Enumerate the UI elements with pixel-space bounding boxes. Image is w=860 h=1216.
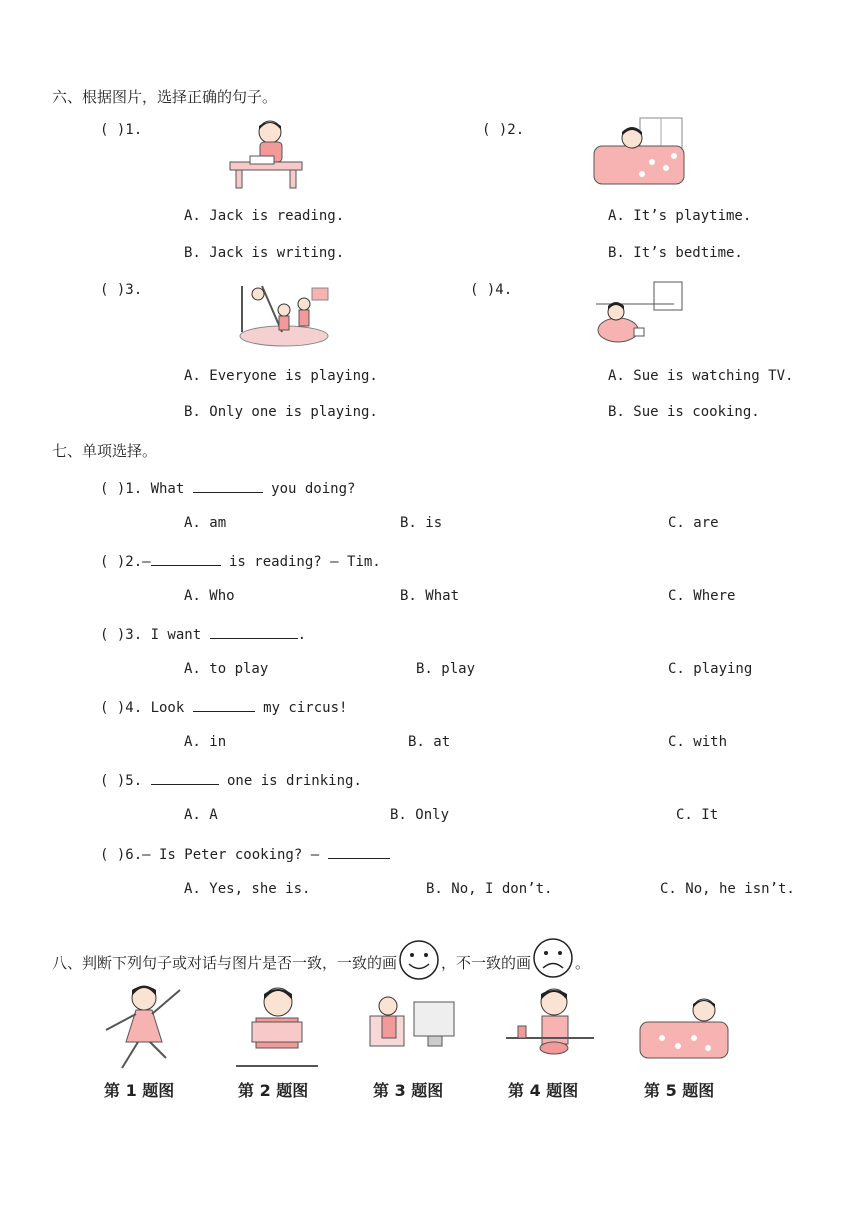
- q7-2-option-b: B. What: [400, 588, 460, 604]
- girl-watching-tv-picture: [366, 990, 462, 1054]
- answer-blank: [151, 770, 219, 785]
- q7-5-stem: ( )5. one is drinking.: [100, 770, 362, 789]
- q6-1-number: ( )1.: [100, 122, 143, 138]
- picture-4-caption: 第 4 题图: [508, 1081, 579, 1100]
- section-7-heading: 七、单项选择。: [52, 442, 158, 460]
- q7-6-option-c: C. No, he isn’t.: [660, 881, 795, 897]
- girl-cooking-picture: [594, 280, 686, 346]
- q6-4-number: ( )4.: [470, 282, 513, 298]
- sad-face-icon: [531, 938, 575, 978]
- section-6-heading: 六、根据图片，选择正确的句子。: [52, 88, 278, 106]
- girl-reading-picture: [232, 980, 322, 1072]
- q7-3-option-c: C. playing: [668, 661, 753, 677]
- section-8-heading: 八、判断下列句子或对话与图片是否一致，一致的画 ，不一致的画 。: [52, 938, 590, 980]
- q7-1-stem: ( )1. What you doing?: [100, 478, 355, 497]
- girl-sleeping-picture: [638, 992, 730, 1062]
- answer-blank: [193, 478, 263, 493]
- q6-2-option-a: A. It’s playtime.: [608, 208, 752, 224]
- answer-blank: [328, 844, 390, 859]
- picture-1-caption: 第 1 题图: [104, 1081, 175, 1100]
- smiley-face-icon: [397, 940, 441, 980]
- q6-3-option-b: B. Only one is playing.: [184, 404, 378, 420]
- q7-6-stem: ( )6.— Is Peter cooking? —: [100, 844, 390, 863]
- q7-2-option-a: A. Who: [184, 588, 235, 604]
- q7-2-option-c: C. Where: [668, 588, 736, 604]
- q7-3-stem: ( )3. I want .: [100, 624, 306, 643]
- q7-4-option-b: B. at: [408, 734, 451, 750]
- q7-4-option-a: A. in: [184, 734, 227, 750]
- q6-2-option-b: B. It’s bedtime.: [608, 245, 743, 261]
- q7-4-option-c: C. with: [668, 734, 728, 750]
- q7-6-option-a: A. Yes, she is.: [184, 881, 311, 897]
- answer-blank: [151, 551, 221, 566]
- q7-1-option-b: B. is: [400, 515, 443, 531]
- girl-cooking-2-picture: [504, 980, 596, 1072]
- q6-1-option-b: B. Jack is writing.: [184, 245, 345, 261]
- q7-5-option-b: B. Only: [390, 807, 450, 823]
- girl-dancing-picture: [100, 980, 190, 1072]
- q7-5-option-a: A. A: [184, 807, 218, 823]
- picture-5-caption: 第 5 题图: [644, 1081, 715, 1100]
- q7-4-stem: ( )4. Look my circus!: [100, 697, 347, 716]
- picture-2-caption: 第 2 题图: [238, 1081, 309, 1100]
- girl-in-bed-picture: [592, 116, 686, 186]
- q7-1-option-a: A. am: [184, 515, 227, 531]
- q7-6-option-b: B. No, I don’t.: [426, 881, 553, 897]
- q7-3-option-b: B. play: [416, 661, 476, 677]
- answer-blank: [210, 624, 298, 639]
- q6-3-option-a: A. Everyone is playing.: [184, 368, 378, 384]
- answer-blank: [193, 697, 255, 712]
- q6-4-option-a: A. Sue is watching TV.: [608, 368, 794, 384]
- q6-3-number: ( )3.: [100, 282, 143, 298]
- q7-1-option-c: C. are: [668, 515, 719, 531]
- kids-playing-picture: [238, 282, 330, 348]
- q6-1-option-a: A. Jack is reading.: [184, 208, 345, 224]
- boy-writing-picture: [228, 118, 304, 190]
- q6-2-number: ( )2.: [482, 122, 525, 138]
- q6-4-option-b: B. Sue is cooking.: [608, 404, 760, 420]
- picture-3-caption: 第 3 题图: [373, 1081, 444, 1100]
- q7-2-stem: ( )2.— is reading? — Tim.: [100, 551, 381, 570]
- q7-5-option-c: C. It: [676, 807, 719, 823]
- q7-3-option-a: A. to play: [184, 661, 269, 677]
